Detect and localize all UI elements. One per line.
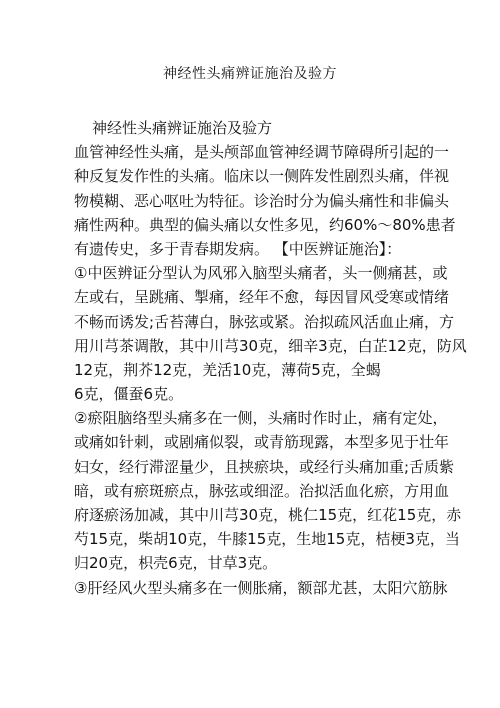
body-line: 血管神经性头痛，是头颅部血管神经调节障碍所引起的一 <box>74 143 450 162</box>
body-line: ②瘀阻脑络型头痛多在一侧，头痛时作时止，痛有定处， <box>74 409 448 428</box>
body-line: 用川芎茶调散，其中川芎30克，细辛3克，白芷12克，防风 <box>74 336 467 355</box>
body-line: 6克，僵蚕6克。 <box>74 385 184 404</box>
body-line: 暗，或有瘀斑瘀点，脉弦或细涩。治拟活血化瘀，方用血 <box>74 481 450 500</box>
body-line: 左或右，呈跳痛、掣痛，经年不愈，每因冒风受寒或情绪 <box>74 288 450 307</box>
body-line: 物模糊、恶心呕吐为特征。诊治时分为偏头痛性和非偏头 <box>74 191 450 210</box>
body-line: 归20克，枳壳6克，甘草3克。 <box>74 554 278 573</box>
section-heading: 神经性头痛辨证施治及验方 <box>92 119 273 137</box>
body-line: 不畅而诱发;舌苔薄白，脉弦或紧。治拟疏风活血止痛，方 <box>74 312 455 331</box>
body-line: 有遗传史，多于青春期发病。 【中医辨证施治】： <box>74 239 402 258</box>
body-line: 芍15克，柴胡10克，牛膝15克，生地15克，桔梗3克，当 <box>74 530 460 549</box>
document-body <box>74 116 467 600</box>
body-line: 或痛如针刺，或剧痛似裂，或青筋现露，本型多见于壮年 <box>74 433 450 452</box>
body-line: ①中医辨证分型认为风邪入脑型头痛者，头一侧痛甚，或 <box>74 264 448 283</box>
body-line: 痛性两种。典型的偏头痛以女性多见，约60%～80%患者 <box>74 215 456 234</box>
body-line: ③肝经风火型头痛多在一侧胀痛，额部尤甚，太阳穴筋脉 <box>74 578 448 597</box>
body-line: 府逐瘀汤加减，其中川芎30克，桃仁15克，红花15克，赤 <box>74 506 462 524</box>
body-line: 种反复发作性的头痛。临床以一侧阵发性剧烈头痛，伴视 <box>74 167 450 186</box>
body-line: 12克，荆芥12克，羌活10克，薄荷5克，全蝎 <box>74 360 381 379</box>
document-title: 神经性头痛辨证施治及验方 <box>163 66 337 82</box>
body-line: 妇女，经行滞涩量少，且挟瘀块，或经行头痛加重;舌质紫 <box>74 457 455 476</box>
